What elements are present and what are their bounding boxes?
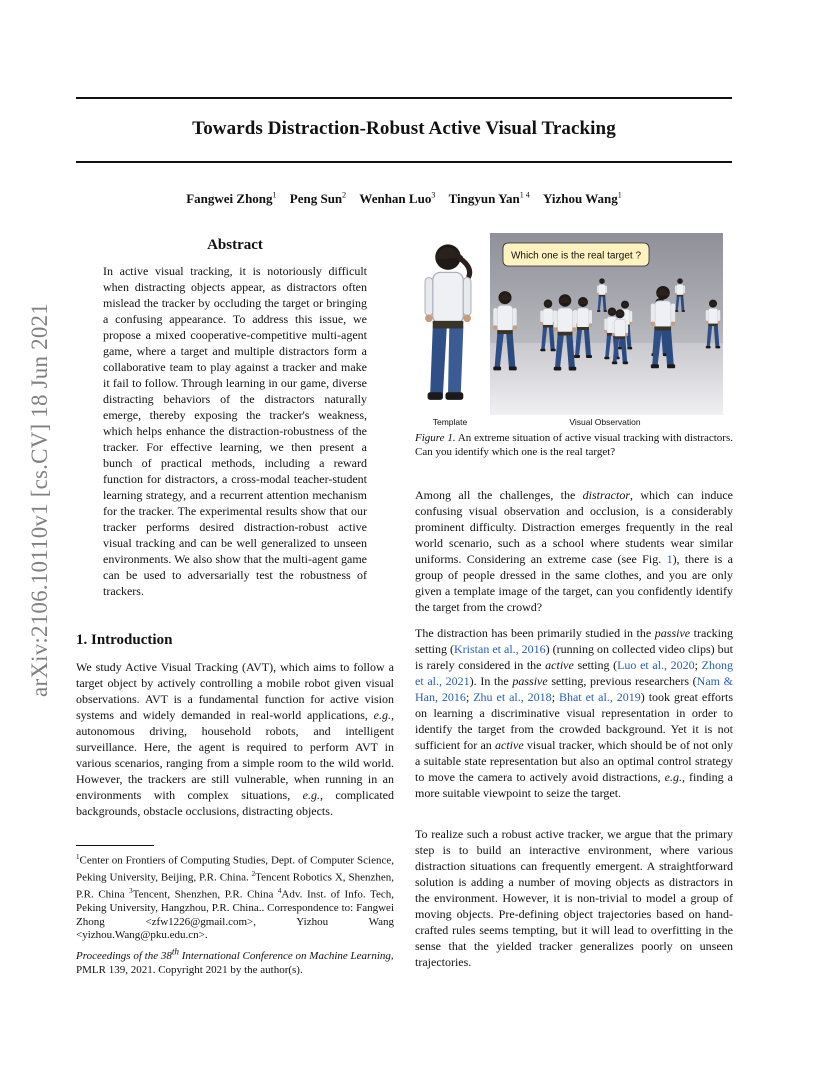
figure-reference-link[interactable]: 1 [666, 552, 673, 566]
figure-illustration [415, 233, 723, 415]
section-heading-introduction: 1. Introduction [76, 632, 173, 648]
citation-link[interactable]: Zhu et al., 2018 [473, 690, 552, 704]
abstract-text: In active visual tracking, it is notoriously difficult when distracting objects appear, as distractors often mislead the tracker by occluding the target or bringing a confusing appearance. To address this issue, we propose a mixed cooperative-competitive multi-agent game, where a target and multiple distractors form a collaborative team to play against a tracker and make it fail to follow. Through learning in our game, diverse distracting behaviors of the distractors naturally emerge, thereby exposing the tracker's weakness, which helps enhance the distraction-robustness of the tracker. For effective learning, we then present a bunch of practical methods, including a reward function for distractors, a cross-modal teacher-student learning strategy, and a recurrent attention mechanism for the tracker. The experimental results show that our tracker performs desired distraction-robust active visual tracking and can be well generalized to unseen environments. We also show that the multi-agent game can be used to adversarially test the robustness of trackers. [103, 264, 367, 598]
arxiv-identifier-stamp: arXiv:2106.10110v1 [cs.CV] 18 Jun 2021 [27, 303, 52, 697]
citation-link[interactable]: Bhat et al., 2019 [558, 690, 641, 704]
footnote-rule [76, 845, 154, 846]
author: Yizhou Wang$^1$ [543, 191, 622, 207]
affiliation-footnote: $^1$Center on Frontiers of Computing Studies, Dept. of Computer Science, Peking University, Beijing, P.R. China. $^2$Tencent Robotics X, Shenzhen, P.R. China $^3$Tencent, Shenzhen, P.R. China $^4$Adv. Inst. of Info. Tech, Peking University, Hangzhou, P.R. China.. Correspondence to: Fangwei Zhong <zfw1226@gmail.com>, Yizhou Wang <yizhou.Wang@pku.edu.cn>. [76, 853, 394, 942]
citation-link[interactable]: Nam & Han, 2016 [415, 674, 734, 704]
citation-link[interactable]: Luo et al., 2020 [617, 658, 695, 672]
author: Peng Sun$^2$ [289, 191, 347, 207]
speech-bubble-text: Which one is the real target ? [510, 250, 642, 262]
proceedings-note: Proceedings of the 38th International Conference on Machine Learning, PMLR 139, 2021. Copyright 2021 by the author(s). [76, 946, 394, 976]
speech-bubble [503, 243, 649, 266]
title-rule-top [76, 97, 732, 99]
author-list [76, 191, 732, 207]
abstract-heading: Abstract [207, 237, 263, 253]
author: Wenhan Luo$^3$ [359, 191, 436, 207]
title-rule-bottom [76, 161, 732, 163]
body-paragraph: The distraction has been primarily studied in the passive tracking setting (Kristan et al., 2016) (running on collected video clips) but is rarely considered in the active setting (Luo et al., 2020; Zhong et al., 2021). In the passive setting, previous researchers (Nam & Han, 2016; Zhu et al., 2018; Bhat et al., 2019) took great efforts on learning a discriminative visual representation in order to identify the target from the crowded background. Yet it is not sufficient for an active visual tracker, which should be of not only a suitable state representation but also an optimal control strategy to move the camera to actively avoid distractions, e.g., finding a more suitable viewpoint to seize the target. [415, 626, 734, 800]
figure-label-visual-observation: Visual Observation [569, 417, 641, 427]
author: Tingyun Yan$^{1 4}$ [448, 191, 530, 207]
paper-title: Towards Distraction-Robust Active Visual Tracking [192, 118, 616, 139]
author: Fangwei Zhong$^1$ [186, 191, 277, 207]
figure-label-template: Template [432, 417, 468, 427]
citation-link[interactable]: Zhong et al., 2021 [415, 658, 733, 688]
body-paragraph: Among all the challenges, the distractor, which can induce confusing visual observation and occlusion, is a considerably prominent difficulty. Distraction emerges frequently in the real world scenario, such as a school where students wear similar uniforms. Considering an extreme case (see Fig. 1), there is a group of people dressed in the same clothes, and you are only given a template image of the target, can you confidently identify the target from the crowd? [415, 488, 733, 614]
citation-link[interactable]: Kristan et al., 2016 [454, 642, 546, 656]
figure-1-image [415, 233, 723, 415]
figure-caption: Figure 1. An extreme situation of active visual tracking with distractors. Can you identify which one is the real target? [415, 432, 734, 458]
introduction-paragraph: We study Active Visual Tracking (AVT), which aims to follow a target object by actively controlling a mobile robot given visual observations. AVT is a fundamental function for active vision systems and widely demanded in real-world applications, e.g., autonomous driving, household robots, and intelligent surveillance. Here, the agent is required to perform AVT in various scenarios, ranging from a simple room to the wild world. However, the trackers are still vulnerable, when running in an environments with complex situations, e.g., complicated backgrounds, obstacle occlusions, distracting objects. [76, 660, 395, 818]
body-paragraph: To realize such a robust active tracker, we argue that the primary step is to build an interactive environment, where various distraction situations can frequently emergent. A straightforward solution is adding a number of moving objects as distractors in the environment. However, it is non-trivial to model a group of moving objects. Pre-defining object trajectories based on hand-crafted rules seems tempting, but it will lead to overfitting in the sense that the yielded tracker generalizes poorly on unseen trajectories. [415, 827, 733, 969]
